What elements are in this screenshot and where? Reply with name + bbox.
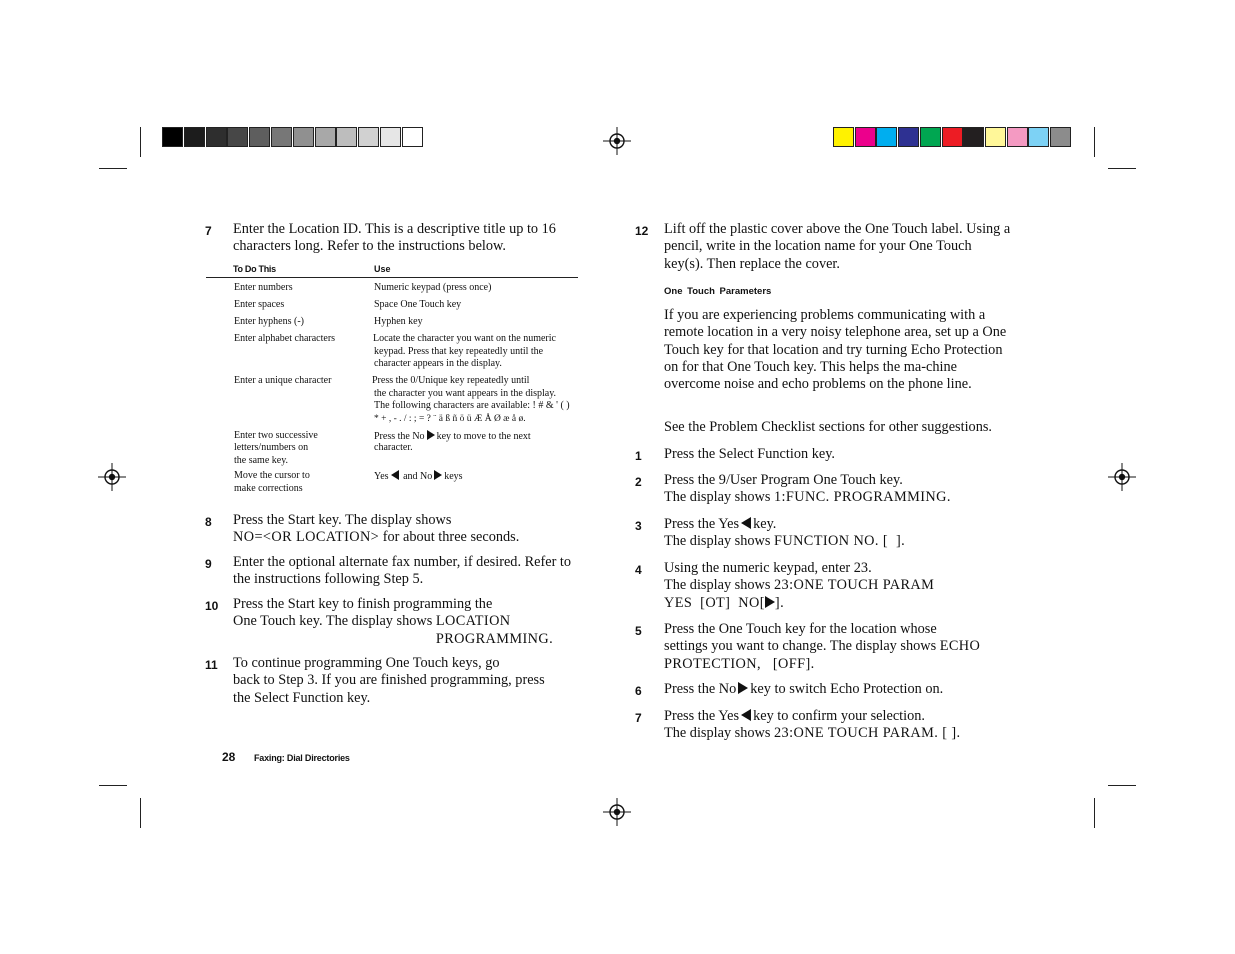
table-cell: character appears in the display. <box>374 358 502 369</box>
table-cell: Enter spaces <box>234 299 285 310</box>
step-8-text <box>233 512 578 547</box>
crop-mark <box>140 127 141 157</box>
step-text: The display shows <box>664 725 774 742</box>
crop-mark <box>1108 168 1136 169</box>
body-paragraph: See the Problem Checklist sections for other suggestions. <box>664 419 992 435</box>
step-text: One Touch key. The display shows <box>233 613 436 630</box>
table-cell-text: keys <box>444 471 463 482</box>
crop-mark <box>1094 127 1095 157</box>
table-cell: Enter numbers <box>234 282 293 293</box>
step-11-text <box>233 655 578 707</box>
step-3-text <box>664 516 1012 551</box>
gray-swatch <box>184 127 205 147</box>
crop-mark <box>140 798 141 828</box>
step-number: 2 <box>635 475 642 489</box>
table-cell: Enter a unique character <box>234 375 332 386</box>
step-text: To continue programming One Touch keys, go <box>233 655 500 671</box>
color-swatch <box>1050 127 1071 147</box>
step-text: Press the Start key. The display shows <box>233 512 452 528</box>
display-readout: NO=<OR LOCATION> <box>233 529 380 546</box>
step-number: 5 <box>635 624 642 638</box>
step-text: The display shows <box>664 489 774 506</box>
step-6-text <box>664 681 1012 698</box>
table-cell: Enter hyphens (-) <box>234 316 304 327</box>
step-text: key to switch Echo Protection on. <box>750 681 944 697</box>
step-text: Press the Yes <box>664 708 740 724</box>
crop-mark <box>99 785 127 786</box>
gray-swatch <box>315 127 336 147</box>
display-readout: ECHO <box>939 638 981 655</box>
display-readout: ]. <box>774 594 785 611</box>
color-swatch <box>898 127 919 147</box>
yes-arrow-icon <box>741 517 751 529</box>
table-header-todo: To Do This <box>233 264 276 274</box>
table-cell-text: Yes <box>374 471 389 482</box>
registration-target-icon <box>603 127 631 155</box>
table-cell: make corrections <box>234 483 303 494</box>
table-cell: Numeric keypad (press once) <box>374 282 492 293</box>
display-readout: 23:ONE TOUCH PARAM. [ ]. <box>774 725 961 742</box>
step-1-text: Press the Select Function key. <box>664 446 836 462</box>
step-text: key to confirm your selection. <box>753 708 925 724</box>
table-cell: Hyphen key <box>374 316 423 327</box>
no-arrow-icon <box>765 596 775 608</box>
color-swatch <box>942 127 963 147</box>
gray-swatch <box>227 127 248 147</box>
gray-swatch <box>358 127 379 147</box>
step-text: The display shows <box>664 533 774 550</box>
crop-mark <box>99 168 127 169</box>
no-arrow-icon <box>738 682 748 694</box>
step-number: 10 <box>205 599 219 613</box>
crop-mark <box>1108 785 1136 786</box>
step-number: 9 <box>205 557 212 571</box>
step-number: 6 <box>635 684 642 698</box>
no-arrow-icon <box>427 430 435 440</box>
table-cell: Enter two successive <box>234 430 318 441</box>
step-number: 12 <box>635 224 649 238</box>
display-readout: PROTECTION, [OFF]. <box>664 655 815 672</box>
running-footer: Faxing: Dial Directories <box>254 753 350 763</box>
table-cell: Space One Touch key <box>374 299 462 310</box>
color-swatch <box>963 127 984 147</box>
step-text: Press the No <box>664 681 737 697</box>
display-readout: 1:FUNC. PROGRAMMING. <box>774 489 951 506</box>
color-swatch <box>1007 127 1028 147</box>
step-4-text <box>664 560 1012 612</box>
display-readout: 23:ONE TOUCH PARAM <box>774 577 935 594</box>
gray-swatch <box>293 127 314 147</box>
color-swatch <box>855 127 876 147</box>
step-9-text: Enter the optional alternate fax number, if desired. Refer to the instructions following Step 5. <box>233 554 572 588</box>
body-paragraph: If you are experiencing problems communicating with a remote location in a very noisy telephone area, set up a One Touch key for that location and try turning Echo Protection on for that One Touch key. This helps the ma-chine overcome noise and echo problems on the phone line. <box>664 307 1007 393</box>
yes-arrow-icon <box>391 470 399 480</box>
step-text: Press the 9/User Program One Touch key. <box>664 472 903 488</box>
color-swatch <box>833 127 854 147</box>
no-arrow-icon <box>434 470 442 480</box>
page-number: 28 <box>222 750 236 764</box>
step-number: 7 <box>205 224 212 238</box>
gray-swatch <box>249 127 270 147</box>
table-cell: keypad. Press that key repeatedly until the <box>374 346 544 357</box>
step-5-text <box>664 621 1012 673</box>
table-cell: The following characters are available: ! # & ' ( ) <box>374 400 570 411</box>
display-readout: LOCATION PROGRAMMING. <box>435 613 554 647</box>
registration-target-icon <box>98 463 126 491</box>
step-number: 4 <box>635 563 642 577</box>
step-number: 7 <box>635 711 642 725</box>
step-number: 1 <box>635 449 642 463</box>
table-cell: character. <box>374 442 413 453</box>
table-cell: Enter alphabet characters <box>234 333 336 344</box>
step-number: 8 <box>205 515 212 529</box>
gray-swatch <box>336 127 357 147</box>
table-header-rule <box>206 277 578 278</box>
step-text: Using the numeric keypad, enter 23. <box>664 560 872 576</box>
gray-swatch <box>380 127 401 147</box>
color-swatch <box>1028 127 1049 147</box>
table-cell-text: Press the No <box>374 431 425 442</box>
table-cell: Locate the character you want on the numeric <box>373 333 556 344</box>
step-number: 11 <box>205 658 218 672</box>
step-text: Press the Yes <box>664 516 740 532</box>
step-12-text: Lift off the plastic cover above the One Touch label. Using a pencil, write in the location name for your One Touch key(s). Then replace the cover. <box>664 221 1011 272</box>
table-cell: letters/numbers on <box>234 442 309 453</box>
table-header-use: Use <box>374 264 391 274</box>
step-2-text <box>664 472 1012 507</box>
table-cell: the same key. <box>234 455 289 466</box>
table-cell <box>374 470 463 484</box>
color-swatch <box>985 127 1006 147</box>
registration-target-icon <box>1108 463 1136 491</box>
step-text: the Select Function key. <box>233 689 371 706</box>
table-cell: the character you want appears in the display. <box>374 388 557 399</box>
table-cell: Move the cursor to <box>234 470 310 481</box>
color-swatch <box>920 127 941 147</box>
step-text: back to Step 3. If you are finished programming, press <box>233 672 545 689</box>
step-10-text <box>233 596 578 648</box>
color-swatch <box>876 127 897 147</box>
step-text: for about three seconds. <box>379 529 520 546</box>
gray-swatch <box>271 127 292 147</box>
display-readout: FUNCTION NO. [ ]. <box>774 533 906 550</box>
table-cell-text: key to move to the next <box>436 431 531 442</box>
step-text: Press the Start key to finish programming the <box>233 596 493 612</box>
step-7-text: Enter the Location ID. This is a descriptive title up to 16 characters long. Refer to the instructions below. <box>233 221 556 255</box>
table-cell: * + , - . / : ; = ? ¨ ä ß ñ ö ü Æ Å Ø æ å ø. <box>374 414 526 424</box>
step-text: Press the One Touch key for the location whose <box>664 621 937 637</box>
step-text: The display shows <box>664 577 774 594</box>
gray-swatch <box>162 127 183 147</box>
crop-mark <box>1094 798 1095 828</box>
registration-target-icon <box>603 798 631 826</box>
gray-swatch <box>206 127 227 147</box>
step-7-text <box>664 708 1012 743</box>
table-cell: Press the 0/Unique key repeatedly until <box>372 375 530 386</box>
step-text: key. <box>753 516 777 532</box>
yes-arrow-icon <box>741 709 751 721</box>
step-text: settings you want to change. The display shows <box>664 638 940 655</box>
table-cell-text: and No <box>403 471 433 482</box>
step-number: 3 <box>635 519 642 533</box>
gray-swatch <box>402 127 423 147</box>
section-heading: One Touch Parameters <box>664 286 772 297</box>
display-readout: YES [OT] NO[ <box>664 594 765 611</box>
